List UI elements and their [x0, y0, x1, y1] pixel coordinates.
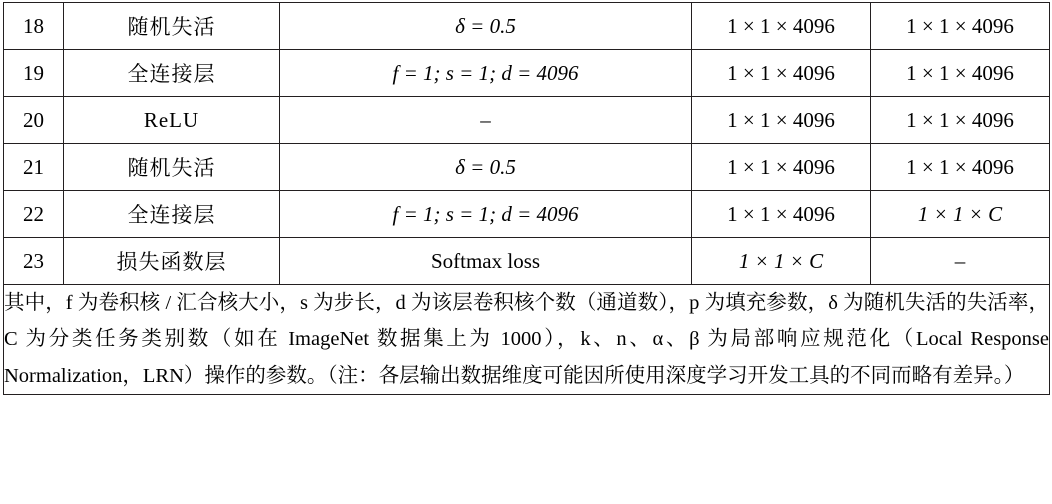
row-input-size: 1 × 1 × 4096 [692, 97, 871, 144]
row-layer-name: 随机失活 [64, 3, 280, 50]
table-note-cell [4, 285, 1050, 395]
row-layer-name: 全连接层 [64, 191, 280, 238]
row-input-size: 1 × 1 × 4096 [692, 144, 871, 191]
row-output-size: – [871, 238, 1050, 285]
table-row [4, 3, 1050, 50]
row-output-size: 1 × 1 × 4096 [871, 3, 1050, 50]
row-output-size: 1 × 1 × C [871, 191, 1050, 238]
table-row [4, 191, 1050, 238]
row-layer-name: ReLU [64, 97, 280, 144]
row-parameters: δ = 0.5 [280, 144, 692, 191]
row-index: 22 [4, 191, 64, 238]
document-page [0, 2, 1052, 504]
table-note-text: 其中，f 为卷积核 / 汇合核大小，s 为步长，d 为该层卷积核个数（通道数），p 为填充参数，δ 为随机失活的失活率，C 为分类任务类别数（如在 ImageNet 数据集上为 1000），k、n、α、β 为局部响应规范化（Local Response Normalization，LRN）操作的参数。（注：各层输出数据维度可能因所使用深度学习开发工具的不同而略有差异。） [4, 292, 1049, 387]
row-parameters: f = 1; s = 1; d = 4096 [280, 50, 692, 97]
row-parameters: δ = 0.5 [280, 3, 692, 50]
row-index: 23 [4, 238, 64, 285]
network-layer-table [3, 2, 1050, 395]
row-input-size: 1 × 1 × 4096 [692, 50, 871, 97]
row-index: 18 [4, 3, 64, 50]
table-body [4, 3, 1050, 395]
row-input-size: 1 × 1 × 4096 [692, 3, 871, 50]
table-row [4, 144, 1050, 191]
row-output-size: 1 × 1 × 4096 [871, 50, 1050, 97]
row-index: 21 [4, 144, 64, 191]
row-input-size: 1 × 1 × C [692, 238, 871, 285]
row-input-size: 1 × 1 × 4096 [692, 191, 871, 238]
row-output-size: 1 × 1 × 4096 [871, 97, 1050, 144]
row-parameters: – [280, 97, 692, 144]
table-row [4, 50, 1050, 97]
row-layer-name: 全连接层 [64, 50, 280, 97]
table-row [4, 238, 1050, 285]
row-index: 19 [4, 50, 64, 97]
row-index: 20 [4, 97, 64, 144]
row-layer-name: 损失函数层 [64, 238, 280, 285]
table-note-row [4, 285, 1050, 395]
row-output-size: 1 × 1 × 4096 [871, 144, 1050, 191]
row-layer-name: 随机失活 [64, 144, 280, 191]
row-parameters: Softmax loss [280, 238, 692, 285]
table-row [4, 97, 1050, 144]
row-parameters: f = 1; s = 1; d = 4096 [280, 191, 692, 238]
